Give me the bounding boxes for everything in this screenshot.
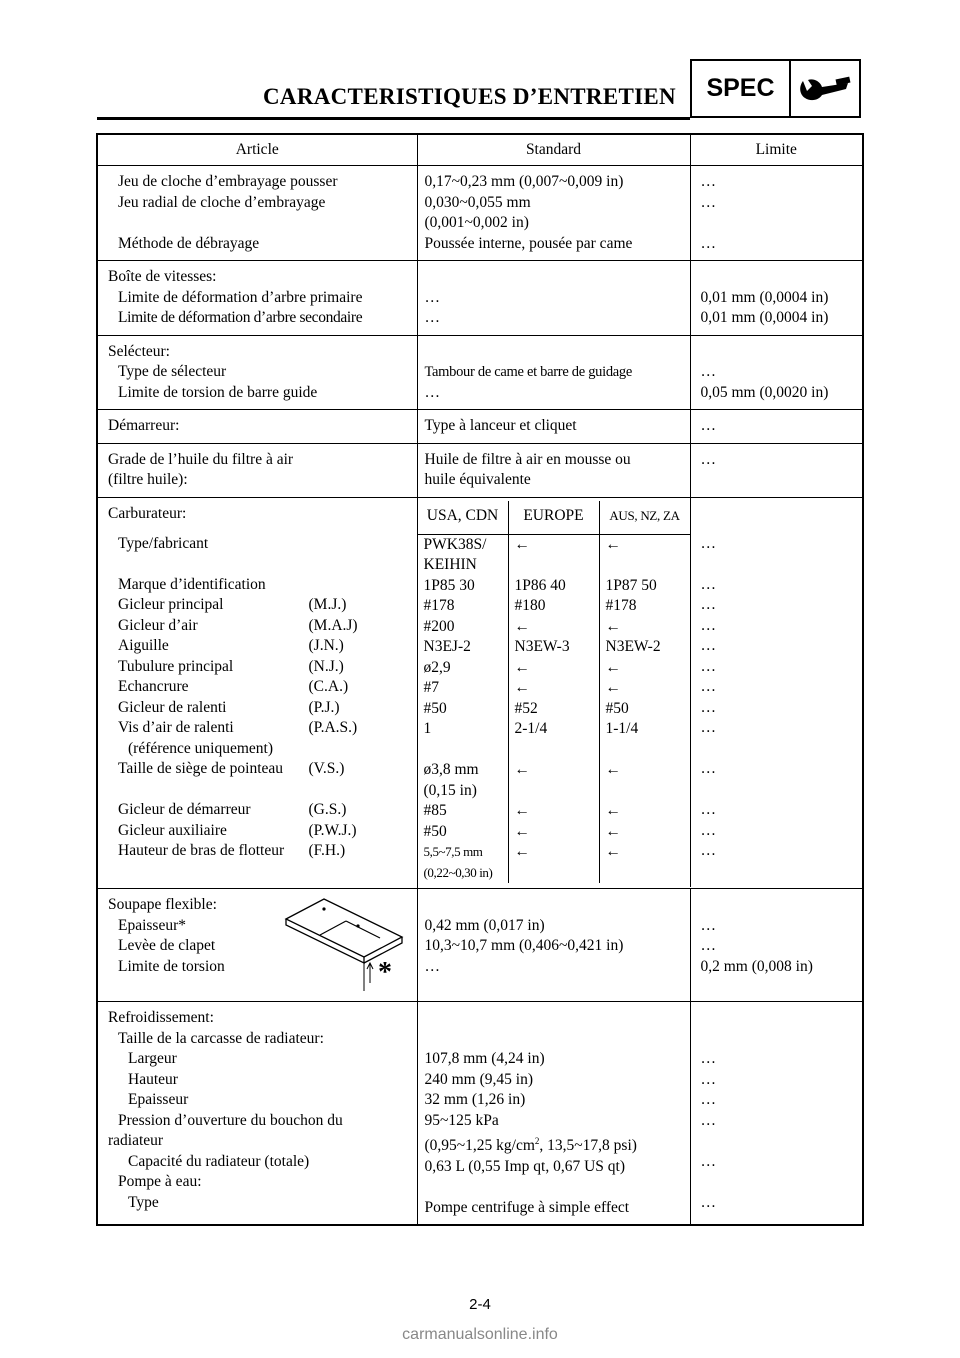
section-heading: Carburateur: xyxy=(108,504,187,522)
std-value: Huile de filtre à air en mousse ou xyxy=(424,450,631,468)
carb-limit: … xyxy=(700,842,717,859)
std-value: Type à lanceur et cliquet xyxy=(424,417,577,434)
std-value: (0,001~0,002 in) xyxy=(424,214,529,231)
spec-badge xyxy=(690,59,861,118)
std-value: Poussée interne, pousée par came xyxy=(424,234,633,252)
std-value: … xyxy=(424,309,441,326)
carb-value-usa: (0,22~0,30 in) xyxy=(423,864,493,880)
row-label: Type de sélecteur xyxy=(118,363,227,380)
carb-value-europe: ← xyxy=(514,761,530,778)
row-label: Epaisseur* xyxy=(118,916,187,934)
carb-row-label xyxy=(108,759,417,780)
carb-row-label xyxy=(108,575,417,596)
carb-item-name: Gicleur auxiliaire xyxy=(118,821,227,839)
row-label: Pression d’ouverture du bouchon du xyxy=(118,1111,343,1129)
limit-value: … xyxy=(700,1070,717,1088)
carb-value-aus: N3EW-2 xyxy=(605,638,661,655)
carb-item-abbr: (N.J.) xyxy=(308,657,344,675)
limit-value: … xyxy=(700,234,717,252)
superscript: 2 xyxy=(534,1136,540,1146)
std-value: … xyxy=(424,288,441,306)
carb-value-usa: #85 xyxy=(423,802,447,819)
carb-value-usa: (0,15 in) xyxy=(423,781,477,799)
row-label: Epaisseur xyxy=(128,1091,189,1108)
std-value: 0,42 mm (0,017 in) xyxy=(424,916,545,934)
section-heading: Soupape flexible: xyxy=(108,896,217,913)
table-row-clutch xyxy=(97,166,863,261)
carb-value-europe: #52 xyxy=(514,699,538,717)
carb-value-usa: ø2,9 xyxy=(423,658,451,676)
row-label: Jeu radial de cloche d’embrayage xyxy=(118,193,326,211)
region-europe: EUROPE xyxy=(508,501,599,534)
row-label: Méthode de débrayage xyxy=(118,234,260,252)
carb-item-abbr: (P.J.) xyxy=(308,698,340,716)
limit-value: … xyxy=(700,937,717,954)
carb-limit: … xyxy=(700,698,717,716)
row-label: Limite de torsion xyxy=(118,957,225,975)
carb-value-aus: 1-1/4 xyxy=(605,720,639,737)
carb-value-europe: ← xyxy=(514,658,530,676)
carb-value-europe: ← xyxy=(514,802,530,819)
row-label: Limite de déformation d’arbre secondaire xyxy=(118,309,363,326)
row-label: Levèe de clapet xyxy=(118,937,216,954)
carb-value-usa: #7 xyxy=(423,679,439,696)
carb-value-europe: ← xyxy=(514,679,530,696)
row-label: Capacité du radiateur (totale) xyxy=(128,1152,310,1170)
limit-value: 0,01 mm (0,0004 in) xyxy=(700,288,829,306)
limit-value: 0,01 mm (0,0004 in) xyxy=(700,309,829,326)
carb-row-label xyxy=(108,821,417,842)
std-value: 0,17~0,23 mm (0,007~0,009 in) xyxy=(424,173,624,190)
carb-row-label xyxy=(108,595,417,616)
carb-value-aus: ← xyxy=(605,822,621,840)
carb-item-abbr: (M.J.) xyxy=(308,596,347,613)
carb-value-europe: ← xyxy=(514,617,530,635)
table-row-gearbox xyxy=(97,261,863,336)
carburetor-region-header xyxy=(418,498,690,534)
table-row-starter xyxy=(97,410,863,444)
carb-limit: … xyxy=(700,637,717,654)
std-value-part: (0,95~1,25 kg/cm xyxy=(424,1137,535,1155)
carb-value-usa: 1 xyxy=(423,720,432,737)
std-value: Pompe centrifuge à simple effect xyxy=(424,1198,630,1216)
region-aus-nz-za: AUS, NZ, ZA xyxy=(599,501,690,534)
carb-limit: … xyxy=(700,678,717,695)
std-value: 0,030~0,055 mm xyxy=(424,193,531,211)
carb-item-abbr: (C.A.) xyxy=(308,678,349,695)
carb-value-aus: ← xyxy=(605,843,621,860)
carb-item-name: Marque d’identification xyxy=(118,575,266,593)
limit-value: … xyxy=(700,363,717,380)
carb-item-abbr xyxy=(309,575,417,596)
limit-value: 0,2 mm (0,008 in) xyxy=(700,957,813,975)
std-value xyxy=(425,1131,690,1157)
row-label: Grade de l’huile du filtre à air xyxy=(108,450,294,468)
table-header-row xyxy=(97,134,863,166)
carb-limit: … xyxy=(700,657,717,675)
col-header-article: Article xyxy=(97,134,417,166)
carb-item-abbr: (P.A.S.) xyxy=(308,719,358,736)
std-value: 107,8 mm (4,24 in) xyxy=(424,1050,545,1067)
std-value: 95~125 kPa xyxy=(424,1111,499,1129)
carburetor-aus-values xyxy=(599,535,690,884)
carb-row-label xyxy=(108,657,417,678)
carb-row-label xyxy=(108,636,417,657)
std-value: huile équivalente xyxy=(424,471,531,488)
carb-value-usa: #50 xyxy=(423,699,447,717)
carb-value-aus: #50 xyxy=(605,699,629,717)
std-value: … xyxy=(424,383,441,401)
carburetor-limit-values xyxy=(701,534,863,883)
limit-value: … xyxy=(700,450,717,468)
row-label: Hauteur xyxy=(128,1070,178,1088)
table-row-cooling xyxy=(97,1002,863,1226)
carb-item-name: Vis d’air de ralenti xyxy=(118,719,234,736)
carb-item-name: Taille de siège de pointeau xyxy=(118,760,284,777)
carb-value-europe: ← xyxy=(514,535,530,553)
carb-item-name: Hauteur de bras de flotteur xyxy=(118,842,285,859)
carb-item-note: (référence uniquement) xyxy=(128,739,274,757)
limit-value: … xyxy=(700,1193,717,1211)
carb-value-aus: ← xyxy=(605,802,621,819)
carb-value-aus: ← xyxy=(605,658,621,676)
row-label: Largeur xyxy=(128,1050,177,1067)
carb-item-name: Gicleur de démarreur xyxy=(118,801,251,818)
limit-value: … xyxy=(700,417,717,434)
limit-value: … xyxy=(700,1050,717,1067)
title-underline xyxy=(97,117,690,120)
carb-row-label xyxy=(108,841,417,862)
std-value-part: , 13,5~17,8 psi) xyxy=(539,1137,637,1155)
carburetor-europe-values xyxy=(508,535,599,884)
carb-value-usa: N3EJ-2 xyxy=(423,638,471,655)
limit-value: … xyxy=(700,1152,717,1170)
std-value: 0,63 L (0,55 Imp qt, 0,67 US qt) xyxy=(424,1157,625,1175)
row-label: Limite de torsion de barre guide xyxy=(118,383,318,401)
watermark: carmanualsonline.info xyxy=(402,1326,558,1343)
carb-item-name: Echancrure xyxy=(118,678,189,695)
table-row-reed-valve xyxy=(97,889,863,1002)
carb-row-label xyxy=(108,698,417,719)
std-value: Tambour de came et barre de guidage xyxy=(424,364,632,380)
asterisk-marker: * xyxy=(378,957,392,988)
carb-limit: … xyxy=(700,616,717,634)
std-value: 32 mm (1,26 in) xyxy=(424,1091,526,1108)
row-label: radiateur xyxy=(108,1132,164,1149)
table-row-carburetor xyxy=(97,497,863,889)
carb-row-label xyxy=(108,677,417,698)
carb-row-label xyxy=(108,616,417,637)
carb-value-usa: ø3,8 mm xyxy=(423,761,479,778)
carb-item-name: Tubulure principal xyxy=(118,657,234,675)
carb-item-name: Aiguille xyxy=(118,637,169,654)
limit-value: … xyxy=(700,1091,717,1108)
carb-value-aus: ← xyxy=(605,535,621,553)
carb-value-usa: 5,5~7,5 mm xyxy=(423,844,483,859)
carb-value-usa: 1P85 30 xyxy=(423,576,475,594)
carb-item-name: Gicleur principal xyxy=(118,596,224,613)
carb-item-abbr: (V.S.) xyxy=(308,760,345,777)
row-label: Jeu de cloche d’embrayage pousser xyxy=(118,173,338,190)
limit-value: … xyxy=(700,1111,717,1129)
carb-row-label xyxy=(108,800,417,821)
carburetor-usa-values xyxy=(418,535,508,884)
carb-limit: … xyxy=(700,719,717,736)
region-usa-cdn: USA, CDN xyxy=(426,506,499,524)
table-row-shifter xyxy=(97,335,863,410)
row-label: (filtre huile): xyxy=(108,471,188,488)
carb-limit: … xyxy=(700,821,717,839)
carb-value-aus: ← xyxy=(605,679,621,696)
carb-value-aus: ← xyxy=(605,617,621,635)
carb-value-usa: #200 xyxy=(423,617,455,635)
limit-value: … xyxy=(700,173,717,190)
carb-limit: … xyxy=(700,534,717,552)
std-value: 240 mm (9,45 in) xyxy=(424,1070,533,1088)
row-label: Limite de déformation d’arbre primaire xyxy=(118,288,363,306)
row-label: Démarreur: xyxy=(108,417,180,434)
section-heading: Refroidissement: xyxy=(108,1009,214,1026)
carb-value-europe: ← xyxy=(514,822,530,840)
spec-table xyxy=(96,133,864,1226)
carb-item-name: Gicleur d’air xyxy=(118,616,198,634)
std-value: 10,3~10,7 mm (0,406~0,421 in) xyxy=(424,937,624,954)
carb-value-usa: #50 xyxy=(423,822,447,840)
carb-item-abbr: (J.N.) xyxy=(308,637,344,654)
carb-item-abbr: (F.H.) xyxy=(308,842,346,859)
carb-item-abbr xyxy=(309,534,417,555)
carb-value-europe: 2-1/4 xyxy=(514,720,548,737)
carb-value-aus: ← xyxy=(605,761,621,778)
carb-item-name: Type/fabricant xyxy=(118,534,209,552)
carb-value-europe: #180 xyxy=(514,597,546,614)
spec-label: SPEC xyxy=(692,61,791,116)
page-title: CARACTERISTIQUES D’ENTRETIEN xyxy=(263,84,676,109)
carburetor-labels xyxy=(108,534,417,883)
limit-value: … xyxy=(700,916,717,934)
carb-value-usa: PWK38S/ xyxy=(423,535,487,553)
carb-value-aus: 1P87 50 xyxy=(605,576,657,594)
carb-value-usa: #178 xyxy=(423,597,455,614)
carb-item-abbr: (G.S.) xyxy=(308,801,347,818)
limit-value: … xyxy=(700,193,717,211)
carb-limit: … xyxy=(700,575,717,593)
carb-value-aus: #178 xyxy=(605,597,637,614)
carb-value-europe: N3EW-3 xyxy=(514,638,570,655)
carb-row-label xyxy=(108,718,417,739)
carb-row-label xyxy=(108,534,417,555)
std-value: … xyxy=(424,957,441,975)
carb-value-europe: 1P86 40 xyxy=(514,576,566,594)
section-heading: Selécteur: xyxy=(108,342,170,360)
col-header-limit: Limite xyxy=(755,141,797,158)
carb-item-abbr: (P.W.J.) xyxy=(308,821,357,839)
limit-value: 0,05 mm (0,0020 in) xyxy=(700,383,829,401)
carb-item-name: Gicleur de ralenti xyxy=(118,698,227,716)
row-label: Taille de la carcasse de radiateur: xyxy=(118,1029,324,1047)
row-label: Pompe à eau: xyxy=(118,1173,202,1190)
row-label: Type xyxy=(128,1193,159,1211)
carb-item-abbr: (M.A.J) xyxy=(308,616,358,634)
carb-limit: … xyxy=(700,760,717,777)
wrench-icon xyxy=(791,61,859,116)
col-header-standard: Standard xyxy=(417,134,690,166)
carb-limit: … xyxy=(700,596,717,613)
table-row-air-filter xyxy=(97,443,863,497)
page-number: 2-4 xyxy=(469,1296,491,1313)
carb-value-europe: ← xyxy=(514,843,530,860)
section-heading: Boîte de vitesses: xyxy=(108,268,217,285)
carb-limit: … xyxy=(700,801,717,818)
carb-value-usa: KEIHIN xyxy=(423,556,477,573)
